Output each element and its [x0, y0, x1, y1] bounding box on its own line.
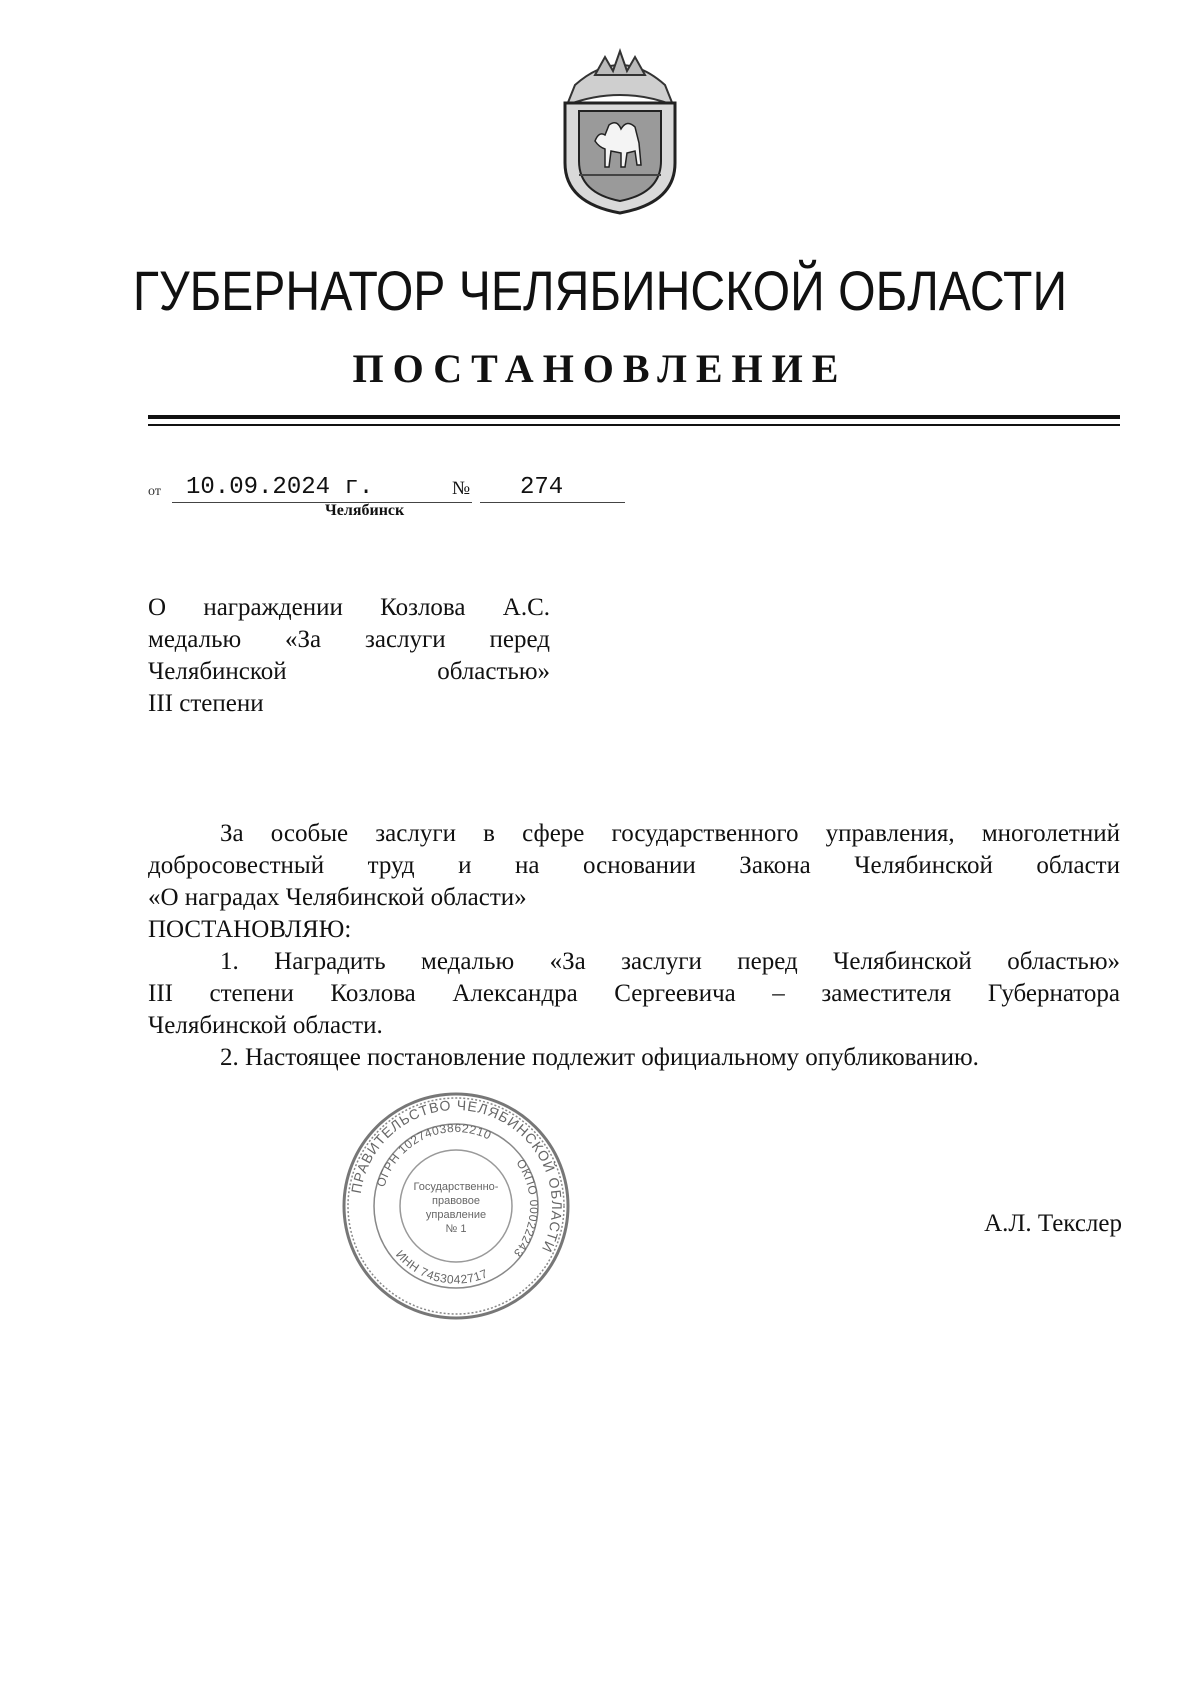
- issue-city: Челябинск: [325, 502, 405, 519]
- date-prefix-label: от: [148, 484, 161, 499]
- item-1-line: Челябинской области.: [148, 1012, 383, 1039]
- signatory-name: А.Л. Текслер: [984, 1210, 1122, 1237]
- seal-ogrn: ОГРН 1027403862210: [373, 1120, 494, 1189]
- seal-center-line: Государственно-: [413, 1181, 499, 1193]
- document-type: ПОСТАНОВЛЕНИЕ: [352, 346, 848, 391]
- date-underline: [172, 502, 472, 503]
- subject-line: О награждении Козлова А.С.: [148, 594, 550, 621]
- header-divider-thin: [148, 424, 1120, 426]
- subject-line: Челябинской областью»: [148, 658, 550, 685]
- preamble-line: «О наградах Челябинской области»: [148, 884, 527, 911]
- preamble-line: добросовестный труд и на основании Закона Челябинской области: [148, 852, 1120, 879]
- document-number: 274: [520, 474, 564, 501]
- resolve-word: ПОСТАНОВЛЯЮ:: [148, 916, 352, 943]
- document-body: [148, 818, 1120, 1074]
- official-seal: [340, 1090, 572, 1322]
- subject-line: медалью «За заслуги перед: [148, 626, 550, 653]
- coat-of-arms-icon: [555, 45, 685, 215]
- document-date: 10.09.2024 г.: [186, 474, 374, 501]
- item-1-line: III степени Козлова Александра Сергеевича – заместителя Губернатора: [148, 980, 1120, 1007]
- document-details: [148, 474, 628, 504]
- issuing-authority: ГУБЕРНАТОР ЧЕЛЯБИНСКОЙ ОБЛАСТИ: [132, 259, 1068, 322]
- seal-inn: ИНН 7453042717: [393, 1247, 490, 1287]
- seal-center-line: № 1: [445, 1223, 467, 1235]
- header-divider-thick: [148, 415, 1120, 419]
- subject-line: III степени: [148, 690, 264, 717]
- document-subject: [148, 592, 550, 720]
- svg-text:ОКПО 00022243: [511, 1157, 541, 1260]
- svg-text:ИНН 7453042717: [393, 1247, 490, 1286]
- number-label: №: [452, 478, 471, 499]
- item-2-line: 2. Настоящее постановление подлежит официальному опубликованию.: [220, 1044, 979, 1071]
- seal-okpo: ОКПО 00022243: [510, 1156, 542, 1260]
- seal-center-line: управление: [425, 1209, 487, 1221]
- number-underline: [480, 502, 625, 503]
- seal-center-line: правовое: [432, 1195, 480, 1207]
- preamble-line: За особые заслуги в сфере государственного управления, многолетний: [220, 820, 1120, 847]
- seal-outer-text: ПРАВИТЕЛЬСТВО ЧЕЛЯБИНСКОЙ ОБЛАСТИ: [347, 1096, 566, 1256]
- item-1-line: 1. Наградить медалью «За заслуги перед Челябинской областью»: [220, 948, 1120, 975]
